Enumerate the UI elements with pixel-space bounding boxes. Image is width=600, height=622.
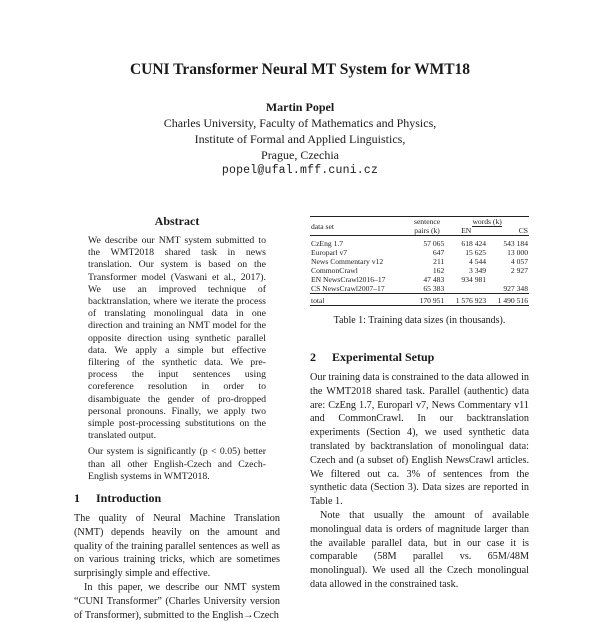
table-cell-cs: 543 184 xyxy=(503,238,528,248)
table-cell-pairs: 162 xyxy=(432,265,445,275)
table-cell-cs: 13 000 xyxy=(507,247,528,257)
table-row xyxy=(310,275,529,284)
table-cell-cs: 4 057 xyxy=(510,256,528,266)
affiliation-line-2: Institute of Formal and Applied Linguistics, xyxy=(194,132,406,146)
table-cell-en xyxy=(445,284,487,294)
intro-body xyxy=(74,512,280,622)
table-cell-en: 618 424 xyxy=(461,238,487,248)
table-header-cs: CS xyxy=(518,226,528,235)
table-header-pairs: pairs (k) xyxy=(414,226,440,235)
table-total-pairs: 170 951 xyxy=(419,296,445,305)
abstract-heading: Abstract xyxy=(154,214,200,228)
table-cell-name: CommonCrawl xyxy=(311,265,358,275)
table-cell-pairs: 211 xyxy=(433,256,445,266)
table-row xyxy=(310,248,529,257)
author-email[interactable]: popel@ufal.mff.cuni.cz xyxy=(221,164,379,177)
table-caption: Table 1: Training data sizes (in thousands). xyxy=(333,315,506,326)
table-cell-en: 934 981 xyxy=(461,274,487,284)
table-cell-pairs: 57 065 xyxy=(423,238,445,248)
table-cell-name: Europarl v7 xyxy=(311,247,348,257)
setup-body xyxy=(310,371,529,592)
table-cell-name: EN NewsCrawl2016–17 xyxy=(311,274,386,284)
table-total-en: 1 576 923 xyxy=(455,296,487,305)
intro-paragraph-1: The quality of Neural Machine Translation (NMT) depends heavily on the amount and quality of the training parallel sentences as well as on various training tricks, which are sometimes surprisingly simple and effective. xyxy=(74,513,280,580)
table-cell-pairs: 65 383 xyxy=(423,283,445,293)
table-header-row-1 xyxy=(310,217,529,227)
setup-section-number: 2 xyxy=(310,350,316,364)
right-column xyxy=(310,216,529,592)
table-cell-cs: 2 927 xyxy=(510,265,528,275)
table-cell-en: 3 349 xyxy=(469,265,487,275)
table-row xyxy=(310,257,529,266)
table-total-name: total xyxy=(311,296,325,305)
table-header-en: EN xyxy=(461,226,472,235)
author-block xyxy=(0,99,600,179)
setup-paragraph-1: Our training data is constrained to the data allowed in the WMT2018 shared task. Parallel (authentic) data are: CzEng 1.7, Europarl v7, News Commentary v11 and CommonCrawl. In our backtranslation experiments (Section 4), we used synthetic data translated by backtranslation of monolingual data: Czech and (a subset of) English NewsCrawl articles. We filtered out ca. 3% of sentences from the synthetic data (Section 3). Data sizes are reported in Table 1. xyxy=(310,372,529,508)
intro-heading xyxy=(74,491,280,506)
intro-section-title: Introduction xyxy=(96,491,162,506)
table-row xyxy=(310,266,529,275)
table-cell-cs xyxy=(487,275,529,284)
table-cell-pairs: 47 483 xyxy=(423,274,445,284)
abstract-paragraph-1: We describe our NMT system submitted to the WMT2018 shared task in news translation. Our system is based on the Transformer model (Vaswani et al., 2017). We use an improved technique of backtranslation, where we iterate the process of translating monolingual data in one direction and training an NMT model for the opposite direction using synthetic parallel data. We apply a simple but effective filtering of the synthetic data. We pre-process the input sentences using coreference resolution in order to disambiguate the gender of pro-dropped personal pronouns. Finally, we apply two simple post-processing substitutions on the translated output. xyxy=(88,235,266,442)
table-header-sentence: sentence xyxy=(413,217,441,226)
author-location: Prague, Czechia xyxy=(261,148,339,162)
table-cell-cs: 927 348 xyxy=(503,283,528,293)
left-column xyxy=(74,214,280,622)
table-cell-name: CzEng 1.7 xyxy=(311,238,344,248)
table-cell-name: CS NewsCrawl2007–17 xyxy=(311,283,385,293)
table-row xyxy=(310,284,529,294)
table-cell-name: News Commentary v12 xyxy=(311,256,384,266)
setup-paragraph-2: Note that usually the amount of available monolingual data is orders of magnitude larger than the available parallel data, but in our case it is comparable (58M parallel vs. 65M/48M monolingual). We used all the Czech monolingual data allowed in the constrained task. xyxy=(310,509,529,590)
experimental-setup-heading xyxy=(310,350,529,365)
table-row xyxy=(310,239,529,248)
paper-title: CUNI Transformer Neural MT System for WMT18 xyxy=(129,61,471,78)
table-total-row xyxy=(310,296,529,306)
table-total-cs: 1 490 516 xyxy=(497,296,528,305)
setup-section-title: Experimental Setup xyxy=(332,350,435,364)
training-data-table xyxy=(310,216,529,306)
table-cell-en: 4 544 xyxy=(469,256,487,266)
table-header-dataset: data set xyxy=(311,221,334,231)
table-cell-en: 15 625 xyxy=(465,247,487,257)
abstract-paragraph-2: Our system is significantly (p < 0.05) better than all other English-Czech and Czech-English systems in WMT2018. xyxy=(88,446,266,482)
intro-paragraph-2: In this paper, we describe our NMT system “CUNI Transformer” (Charles University version of Transformer), submitted to the English→Czech xyxy=(74,582,280,621)
table-header-words: words (k) xyxy=(472,217,502,226)
abstract-body xyxy=(88,235,266,483)
author-name: Martin Popel xyxy=(265,100,335,114)
affiliation-line-1: Charles University, Faculty of Mathematics and Physics, xyxy=(163,116,437,130)
intro-section-number: 1 xyxy=(74,491,80,506)
table-cell-pairs: 647 xyxy=(432,247,445,257)
